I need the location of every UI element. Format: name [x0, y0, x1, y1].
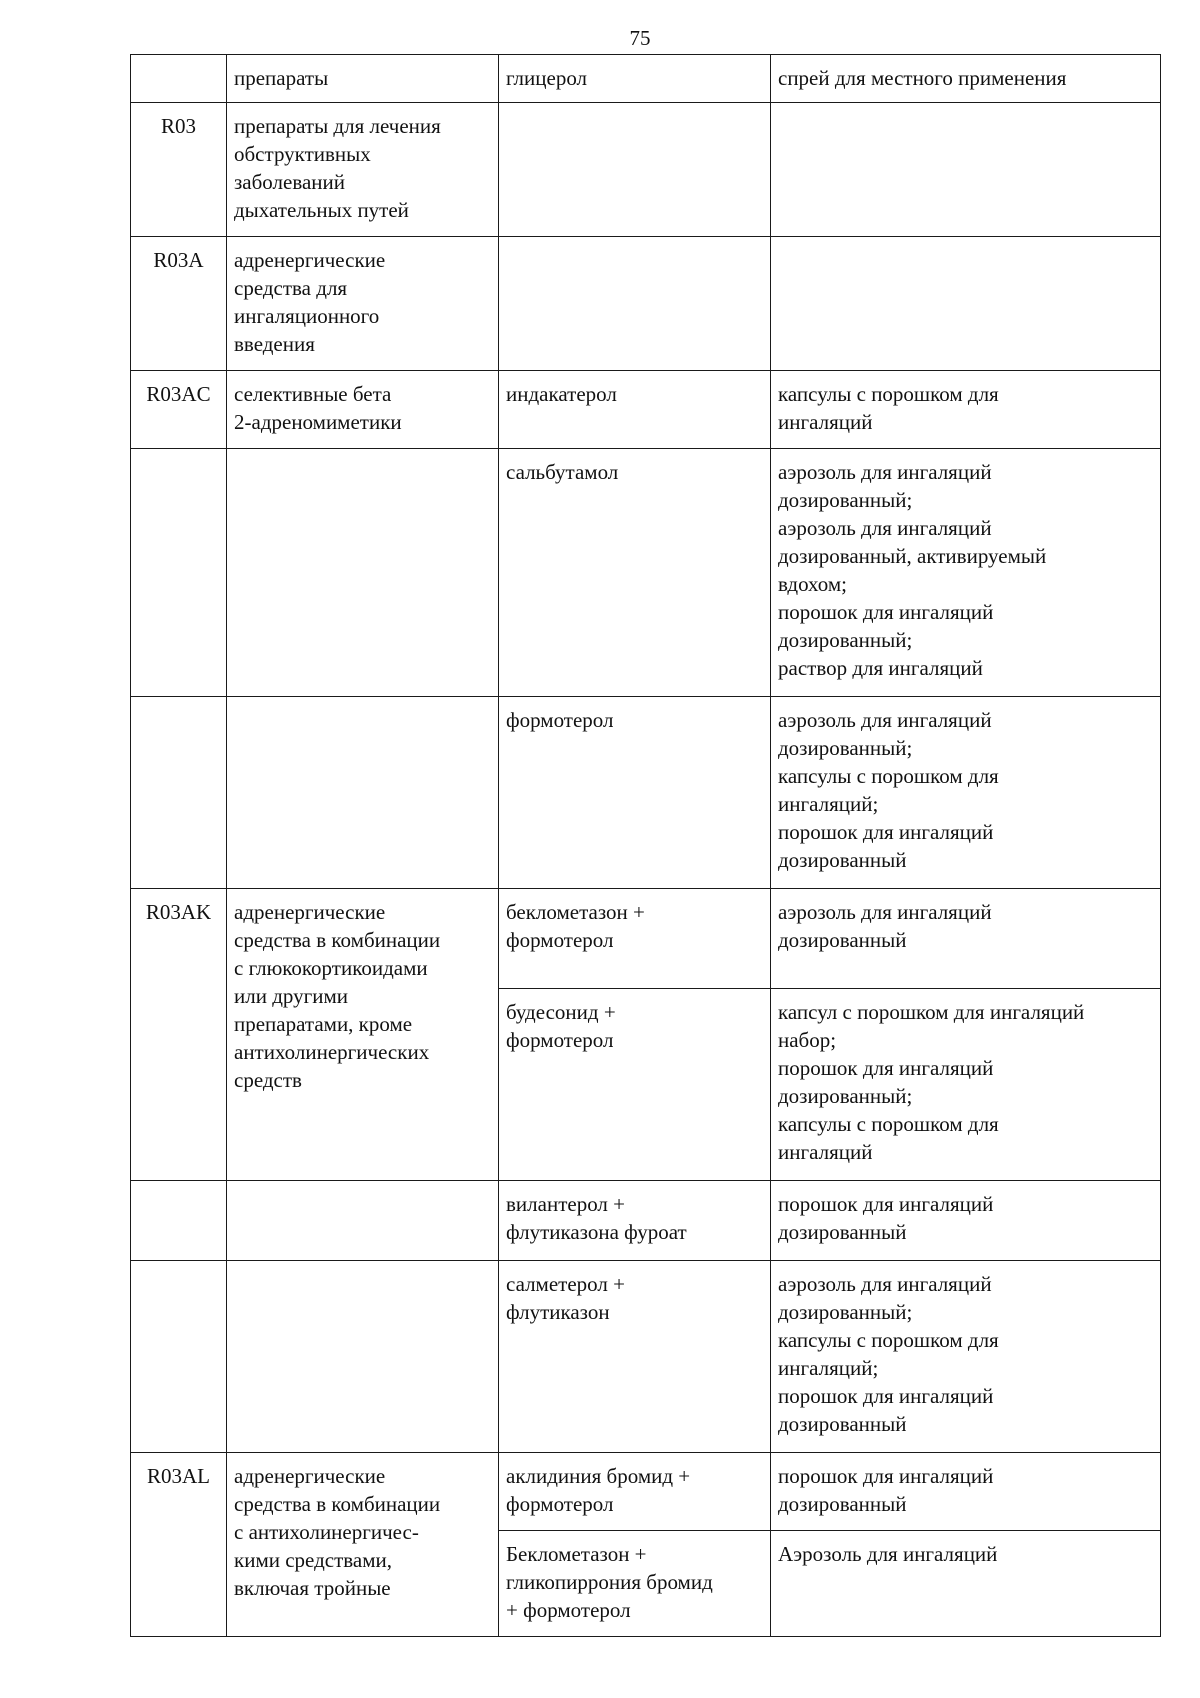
group-name-cell — [227, 1181, 499, 1261]
group-name-cell: адренергические средства в комбинации с глюкокортикоидами или другими препаратами, кроме антихолинергических средств — [227, 889, 499, 1181]
group-name-cell: адренергические средства в комбинации с антихолинергичес- кими средствами, включая тройные — [227, 1453, 499, 1637]
dosage-form-cell — [771, 103, 1161, 237]
table-row — [131, 1453, 1161, 1531]
table-row — [131, 103, 1161, 237]
dosage-form-cell: аэрозоль для ингаляций дозированный — [771, 889, 1161, 989]
drug-name-cell: будесонид + формотерол — [499, 989, 771, 1181]
atc-code-cell — [131, 55, 227, 103]
atc-code-cell: R03AK — [131, 889, 227, 1181]
drug-name-cell: аклидиния бромид + формотерол — [499, 1453, 771, 1531]
group-name-cell: препараты — [227, 55, 499, 103]
table-row — [131, 449, 1161, 697]
group-name-cell: адренергические средства для ингаляционного введения — [227, 237, 499, 371]
drug-name-cell: индакатерол — [499, 371, 771, 449]
table-row — [131, 237, 1161, 371]
dosage-form-cell: капсул с порошком для ингаляций набор; порошок для ингаляций дозированный; капсулы с порошком для ингаляций — [771, 989, 1161, 1181]
dosage-form-cell — [771, 237, 1161, 371]
drug-name-cell: вилантерол + флутиказона фуроат — [499, 1181, 771, 1261]
drug-name-cell: Беклометазон + гликопиррония бромид + формотерол — [499, 1531, 771, 1637]
atc-code-cell: R03A — [131, 237, 227, 371]
drug-name-cell: беклометазон + формотерол — [499, 889, 771, 989]
dosage-form-cell: аэрозоль для ингаляций дозированный; капсулы с порошком для ингаляций; порошок для ингаляций дозированный — [771, 1261, 1161, 1453]
atc-code-cell: R03AL — [131, 1453, 227, 1637]
drug-name-cell: сальбутамол — [499, 449, 771, 697]
dosage-form-cell: спрей для местного применения — [771, 55, 1161, 103]
drug-table — [130, 54, 1161, 1637]
table-row — [131, 889, 1161, 989]
atc-code-cell — [131, 697, 227, 889]
page-number: 75 — [629, 26, 651, 50]
table-row — [131, 371, 1161, 449]
dosage-form-cell: аэрозоль для ингаляций дозированный; капсулы с порошком для ингаляций; порошок для ингаляций дозированный — [771, 697, 1161, 889]
dosage-form-cell: порошок для ингаляций дозированный — [771, 1453, 1161, 1531]
table-row — [131, 1261, 1161, 1453]
drug-name-cell — [499, 237, 771, 371]
drug-name-cell: формотерол — [499, 697, 771, 889]
group-name-cell: селективные бета 2-адреномиметики — [227, 371, 499, 449]
dosage-form-cell: аэрозоль для ингаляций дозированный; аэрозоль для ингаляций дозированный, активируемый вдохом; порошок для ингаляций дозированный; раствор для ингаляций — [771, 449, 1161, 697]
atc-code-cell — [131, 449, 227, 697]
table-row — [131, 55, 1161, 103]
atc-code-cell — [131, 1181, 227, 1261]
group-name-cell: препараты для лечения обструктивных заболеваний дыхательных путей — [227, 103, 499, 237]
group-name-cell — [227, 449, 499, 697]
table-row — [131, 697, 1161, 889]
drug-name-cell: салметерол + флутиказон — [499, 1261, 771, 1453]
atc-code-cell: R03 — [131, 103, 227, 237]
dosage-form-cell: порошок для ингаляций дозированный — [771, 1181, 1161, 1261]
group-name-cell — [227, 1261, 499, 1453]
drug-name-cell: глицерол — [499, 55, 771, 103]
atc-code-cell — [131, 1261, 227, 1453]
table-row — [131, 1181, 1161, 1261]
drug-name-cell — [499, 103, 771, 237]
dosage-form-cell: капсулы с порошком для ингаляций — [771, 371, 1161, 449]
dosage-form-cell: Аэрозоль для ингаляций — [771, 1531, 1161, 1637]
group-name-cell — [227, 697, 499, 889]
atc-code-cell: R03AC — [131, 371, 227, 449]
